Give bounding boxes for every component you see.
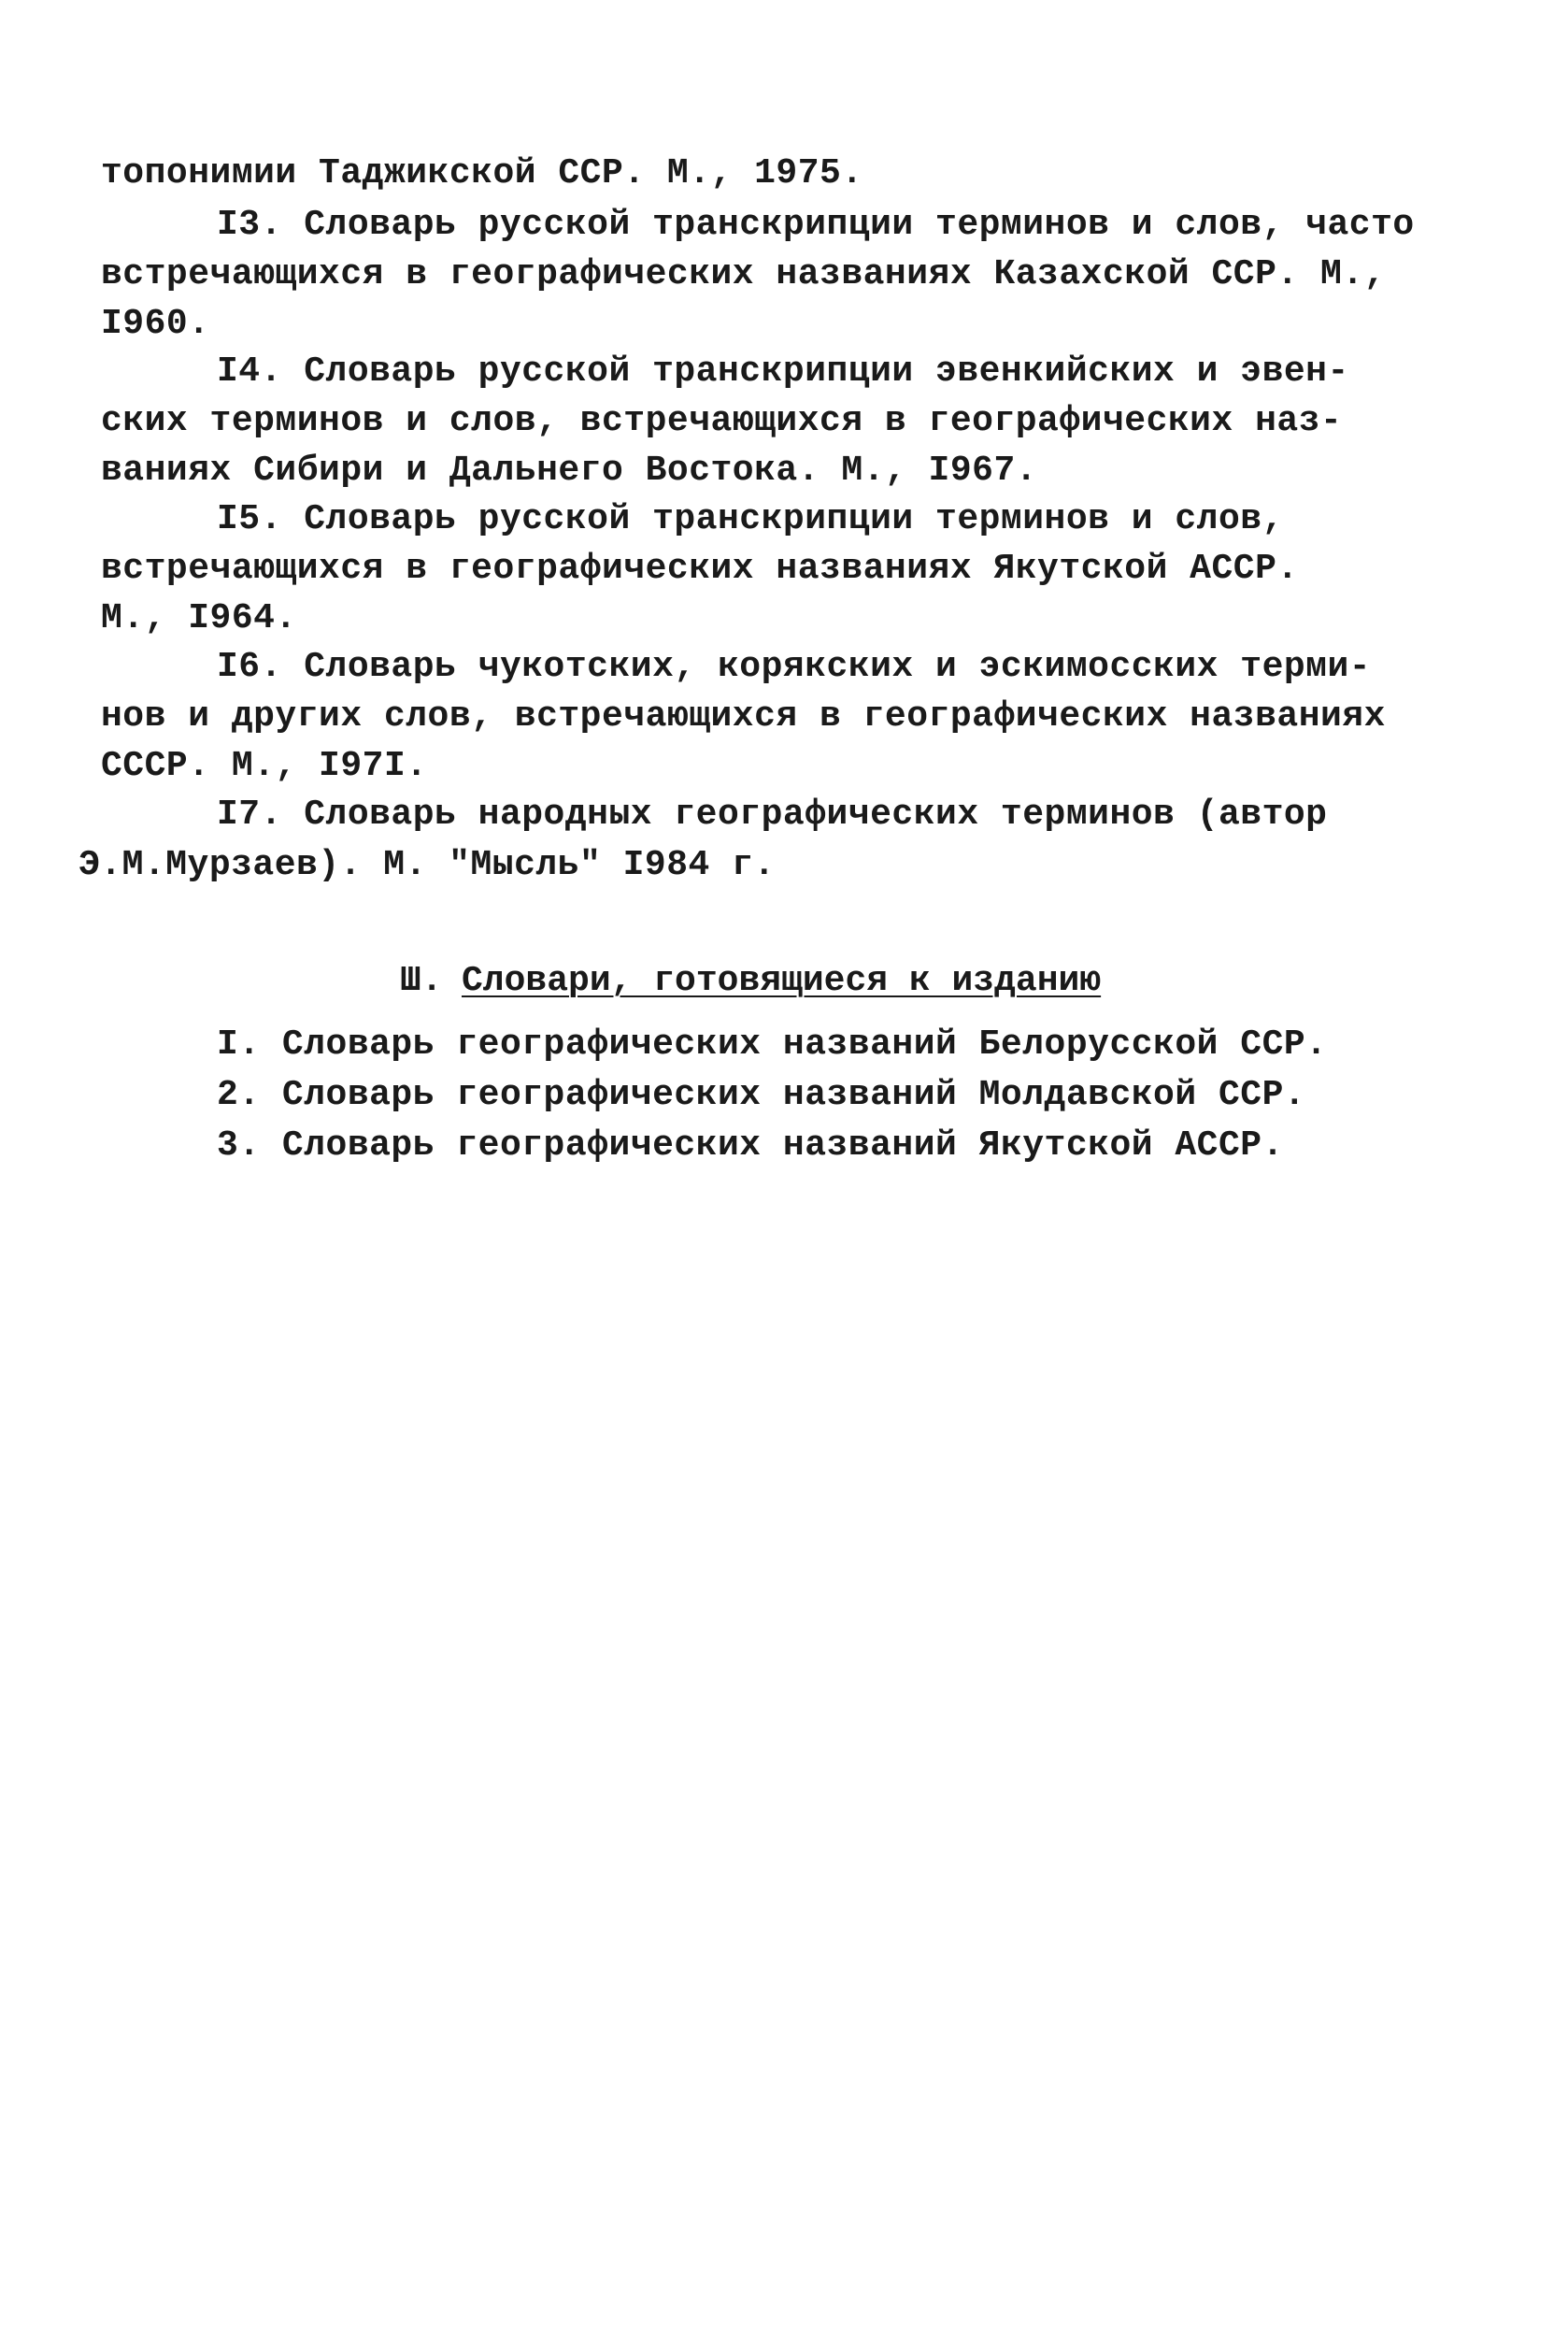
- list-item-17-line2: Э.М.Мурзаев). М. "Мысль" I984 г.: [78, 845, 776, 885]
- list-item-15-line1: I5. Словарь русской транскрипции терминов и слов,: [217, 499, 1284, 539]
- list-item-14-line1: I4. Словарь русской транскрипции эвенкийских и эвен-: [217, 351, 1349, 392]
- list-item-15-line2: встречающихся в географических названиях Якутской АССР.: [101, 549, 1299, 589]
- section-title: Словари, готовящиеся к изданию: [462, 961, 1102, 1001]
- list-item-13-line1: I3. Словарь русской транскрипции терминов и слов, часто: [217, 205, 1415, 245]
- list-item-14-line2: ских терминов и слов, встречающихся в географических наз-: [101, 401, 1343, 441]
- list-item-14-line3: ваниях Сибири и Дальнего Востока. М., I967.: [101, 451, 1038, 491]
- forthcoming-item-2: 2. Словарь географических названий Молдавской ССР.: [217, 1075, 1306, 1115]
- list-item-16-line1: I6. Словарь чукотских, корякских и эскимосских терми-: [217, 647, 1372, 687]
- list-item-13-line2: встречающихся в географических названиях Казахской ССР. М.,: [101, 254, 1386, 294]
- list-item-16-line2: нов и других слов, встречающихся в географических названиях: [101, 696, 1386, 737]
- list-item-17-line1: I7. Словарь народных географических терминов (автор: [217, 795, 1328, 835]
- forthcoming-item-1: I. Словарь географических названий Белорусской ССР.: [217, 1024, 1328, 1065]
- list-item-13-line3: I960.: [101, 304, 210, 344]
- text-line: топонимии Таджикской ССР. М., 1975.: [101, 153, 863, 193]
- section-number: Ш.: [400, 961, 443, 1001]
- forthcoming-item-3: 3. Словарь географических названий Якутской АССР.: [217, 1125, 1284, 1166]
- list-item-16-line3: СССР. М., I97I.: [101, 746, 428, 786]
- list-item-15-line3: М., I964.: [101, 598, 297, 638]
